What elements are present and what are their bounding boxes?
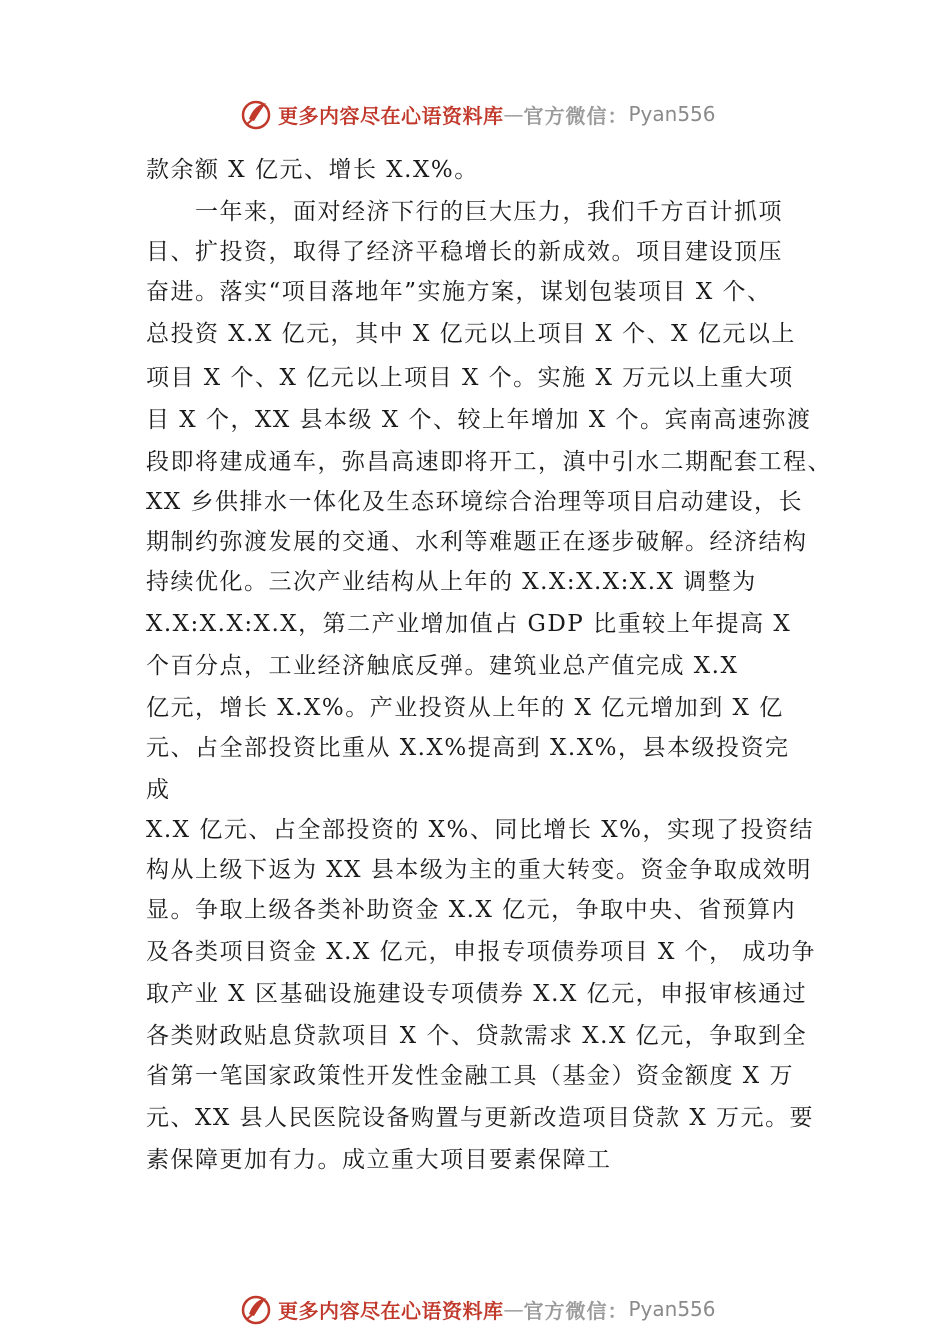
- text-line: 目、扩投资，取得了经济平稳增长的新成效。项目建设顶压: [146, 239, 783, 265]
- banner-title: 更多内容尽在心语资料库: [278, 1298, 504, 1323]
- text-line: XX 乡供排水一体化及生态环境综合治理等项目启动建设，长: [146, 489, 804, 515]
- text-line: 素保障更加有力。成立重大项目要素保障工: [146, 1147, 612, 1173]
- header-banner: [240, 96, 840, 132]
- text-line: 元、XX 县人民医院设备购置与更新改造项目贷款 X 万元。要: [146, 1105, 815, 1131]
- text-line: 个百分点，工业经济触底反弹。建筑业总产值完成 X.X: [146, 653, 739, 679]
- text-line: 奋进。落实“项目落地年”实施方案，谋划包装项目 X 个、: [146, 279, 772, 305]
- banner-wechat-id: Pyan556: [628, 102, 716, 126]
- text-line: 各类财政贴息贷款项目 X 个、贷款需求 X.X 亿元，争取到全: [146, 1023, 808, 1049]
- text-line: 项目 X 个、X 亿元以上项目 X 个。实施 X 万元以上重大项: [146, 365, 794, 391]
- text-line: 段即将建成通车，弥昌高速即将开工，滇中引水二期配套工程、: [146, 449, 832, 475]
- brand-logo-icon: [240, 1292, 274, 1326]
- text-line: 成: [146, 777, 171, 803]
- text-line: 总投资 X.X 亿元，其中 X 亿元以上项目 X 个、X 亿元以上: [146, 321, 796, 347]
- text-line: 取产业 X 区基础设施建设专项债券 X.X 亿元，申报审核通过: [146, 981, 808, 1007]
- text-line: 目 X 个，XX 县本级 X 个、较上年增加 X 个。宾南高速弥渡: [146, 407, 812, 433]
- banner-wechat-id: Pyan556: [628, 1297, 716, 1321]
- text-line: 期制约弥渡发展的交通、水利等难题正在逐步破解。经济结构: [146, 529, 808, 555]
- text-line: 元、占全部投资比重从 X.X%提高到 X.X%，县本级投资完: [146, 735, 790, 761]
- text-line: X.X:X.X:X.X，第二产业增加值占 GDP 比重较上年提高 X: [146, 611, 792, 637]
- banner-separator: —: [503, 102, 524, 126]
- text-line: 构从上级下返为 XX 县本级为主的重大转变。资金争取成效明: [146, 857, 812, 883]
- text-line: 显。争取上级各类补助资金 X.X 亿元，争取中央、省预算内: [146, 897, 797, 923]
- text-line: 及各类项目资金 X.X 亿元，申报专项债券项目 X 个， 成功争: [146, 939, 816, 965]
- text-line: 省第一笔国家政策性开发性金融工具（基金）资金额度 X 万: [146, 1063, 794, 1089]
- banner-wechat-label: 官方微信：: [523, 1298, 629, 1323]
- text-line: X.X 亿元、占全部投资的 X%、同比增长 X%，实现了投资结: [146, 817, 814, 843]
- banner-title: 更多内容尽在心语资料库: [278, 103, 504, 128]
- text-line: 持续优化。三次产业结构从上年的 X.X:X.X:X.X 调整为: [146, 569, 757, 595]
- text-line: 款余额 X 亿元、增长 X.X%。: [146, 157, 479, 183]
- banner-separator: —: [503, 1297, 524, 1321]
- footer-banner: [240, 1291, 840, 1327]
- text-line: 一年来，面对经济下行的巨大压力，我们千方百计抓项: [146, 199, 783, 225]
- brand-logo-icon: [240, 97, 274, 131]
- text-line: 亿元，增长 X.X%。产业投资从上年的 X 亿元增加到 X 亿: [146, 695, 784, 721]
- banner-wechat-label: 官方微信：: [523, 103, 629, 128]
